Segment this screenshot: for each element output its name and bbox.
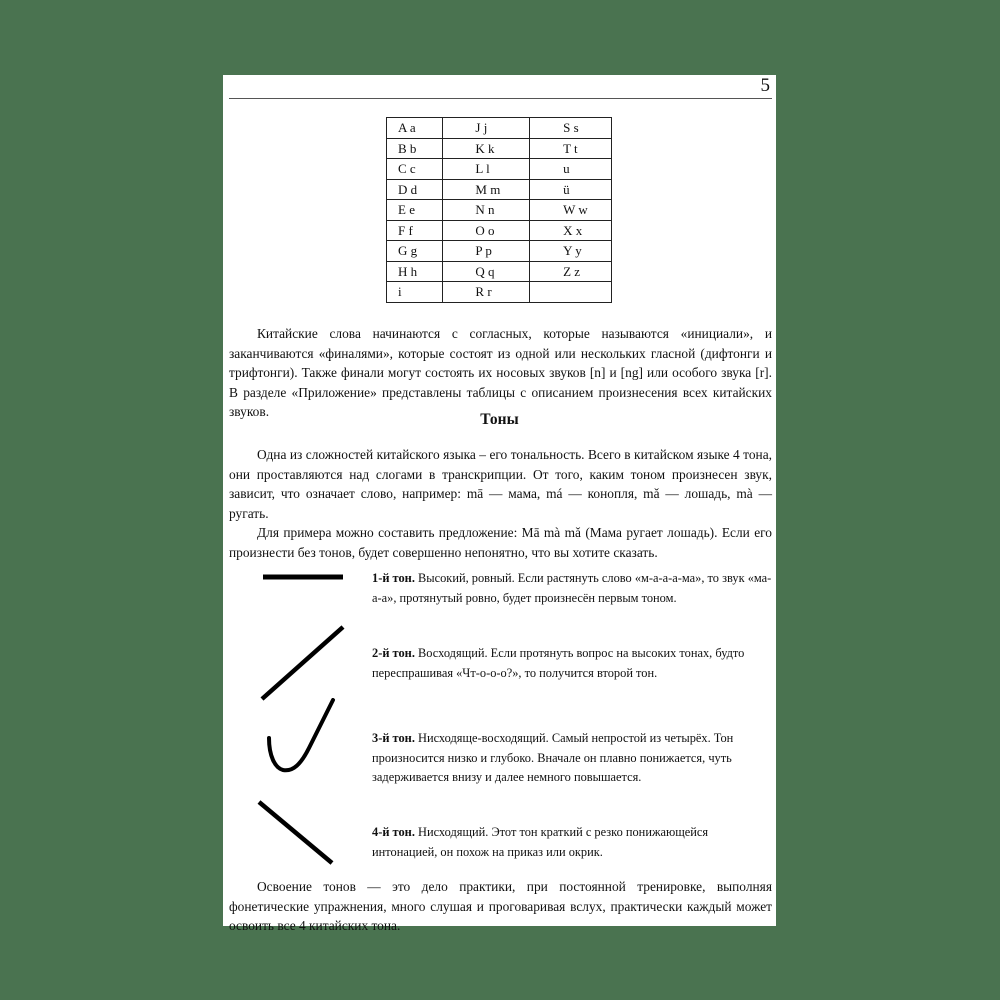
tone-2-description: 2-й тон. Восходящий. Если протянуть вопрос на высоких тонах, будто переспрашивая «Чт-о-о-о?», то получится второй тон. xyxy=(372,646,745,680)
pinyin-alphabet-table xyxy=(386,117,612,303)
table-row xyxy=(387,179,612,200)
paragraph-initials: Китайские слова начинаются с согласных, которые называются «инициали», и заканчиваются «финалями», которые состоят из одной или нескольких гласной (дифтонги и трифтонги). Также финали могут состоять их носовых звуков [n] и [ng] или особого звука [r]. В разделе «Приложение» представлены таблицы с описанием произнесения всех китайских звуков. xyxy=(229,326,772,420)
table-row xyxy=(387,118,612,139)
paragraph-outro: Освоение тонов — это дело практики, при постоянной тренировке, выполняя фонетические упражнения, много слушая и проговаривая вслух, практически каждый может освоить все 4 китайских тона. xyxy=(229,879,772,934)
table-cell: X x xyxy=(530,220,612,241)
tone-1-label: 1-й тон. xyxy=(372,571,415,585)
outro-paragraph xyxy=(229,877,772,936)
table-row xyxy=(387,282,612,303)
table-cell: S s xyxy=(530,118,612,139)
tone-2-label: 2-й тон. xyxy=(372,646,415,660)
table-row xyxy=(387,261,612,282)
rising-line-icon xyxy=(259,623,347,703)
table-cell: O o xyxy=(443,220,530,241)
initials-finals-paragraph xyxy=(229,324,772,422)
table-cell: B b xyxy=(387,138,443,159)
table-row xyxy=(387,138,612,159)
paragraph-tones-intro-2: Для примера можно составить предложение: Mā mà mǎ (Мама ругает лошадь). Если его произнести без тонов, будет совершенно непонятно, что вы хотите сказать. xyxy=(229,525,772,560)
table-cell: P p xyxy=(443,241,530,262)
table-cell: W w xyxy=(530,200,612,221)
table-cell: ü xyxy=(530,179,612,200)
tone-1-description: 1-й тон. Высокий, ровный. Если растянуть слово «м-а-а-а-ма», то звук «ма-а-а», протянутый ровно, будет произнесён первым тоном. xyxy=(372,571,772,605)
table-cell: T t xyxy=(530,138,612,159)
table-cell: Z z xyxy=(530,261,612,282)
paragraph-tones-intro-1: Одна из сложностей китайского языка – его тональность. Всего в китайском языке 4 тона, они проставляются над слогами в транскрипции. От того, каким тоном произнесен звук, зависит, что означает слово, например: mā — мама, má — конопля, mǎ — лошадь, mà — ругать. xyxy=(229,447,772,521)
table-cell: E e xyxy=(387,200,443,221)
table-cell: J j xyxy=(443,118,530,139)
dipping-curve-icon xyxy=(263,698,343,778)
table-cell: Y y xyxy=(530,241,612,262)
table-cell: G g xyxy=(387,241,443,262)
table-cell: Q q xyxy=(443,261,530,282)
table-cell: N n xyxy=(443,200,530,221)
table-cell: H h xyxy=(387,261,443,282)
tones-intro xyxy=(229,445,772,563)
tone-3-label: 3-й тон. xyxy=(372,731,415,745)
tone-4-description: 4-й тон. Нисходящий. Этот тон краткий с резко понижающейся интонацией, он похож на приказ или окрик. xyxy=(372,825,709,859)
table-cell: K k xyxy=(443,138,530,159)
table-cell: F f xyxy=(387,220,443,241)
table-row xyxy=(387,200,612,221)
flat-line-icon xyxy=(261,572,345,582)
table-cell xyxy=(530,282,612,303)
table-cell: i xyxy=(387,282,443,303)
table-cell: D d xyxy=(387,179,443,200)
table-row xyxy=(387,220,612,241)
table-cell: L l xyxy=(443,159,530,180)
table-row xyxy=(387,241,612,262)
page-number: 5 xyxy=(760,75,770,96)
table-cell: M m xyxy=(443,179,530,200)
table-cell: C c xyxy=(387,159,443,180)
falling-line-icon xyxy=(256,799,336,867)
tone-4-label: 4-й тон. xyxy=(372,825,415,839)
section-title-tones: Тоны xyxy=(480,411,519,428)
table-cell: A a xyxy=(387,118,443,139)
table-row xyxy=(387,159,612,180)
document-page xyxy=(223,75,776,934)
table-cell: u xyxy=(530,159,612,180)
tone-3-description: 3-й тон. Нисходяще-восходящий. Самый непростой из четырёх. Тон произносится низко и глубоко. Вначале он плавно понижается, чуть задерживается внизу и далее немного повышается. xyxy=(372,731,734,784)
header-rule xyxy=(229,98,772,99)
table-cell: R r xyxy=(443,282,530,303)
